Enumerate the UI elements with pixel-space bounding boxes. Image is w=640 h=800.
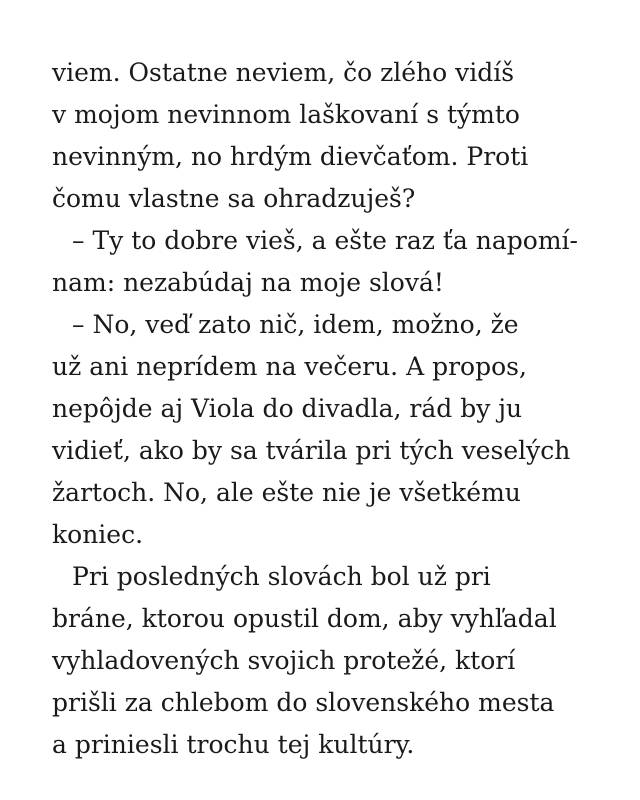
text-line: nepôjde aj Viola do divadla, rád by ju <box>52 394 523 423</box>
text-line: žartoch. No, ale ešte nie je všetkému <box>52 478 521 507</box>
text-line: nevinným, no hrdým dievčaťom. Proti <box>52 142 529 171</box>
text-line: vidieť, ako by sa tvárila pri tých veselých <box>52 436 571 465</box>
text-line: vyhladovených svojich protežé, ktorí <box>52 646 516 675</box>
text-line: v mojom nevinnom laškovaní s týmto <box>52 100 520 129</box>
text-line: bráne, ktorou opustil dom, aby vyhľadal <box>52 604 557 633</box>
text-line: koniec. <box>52 520 144 549</box>
text-line: nam: nezabúdaj na moje slová! <box>52 268 444 297</box>
text-line: už ani neprídem na večeru. A propos, <box>52 352 527 381</box>
text-line: a priniesli trochu tej kultúry. <box>52 730 415 759</box>
text-line: prišli za chlebom do slovenského mesta <box>52 688 555 717</box>
book-text <box>52 52 612 766</box>
text-line: – Ty to dobre vieš, a ešte raz ťa napomí- <box>72 226 578 255</box>
text-line: Pri posledných slovách bol už pri <box>72 562 491 591</box>
text-line: čomu vlastne sa ohradzuješ? <box>52 184 416 213</box>
text-line: viem. Ostatne neviem, čo zlého vidíš <box>52 58 515 87</box>
text-line: – No, veď zato nič, idem, možno, že <box>72 310 519 339</box>
